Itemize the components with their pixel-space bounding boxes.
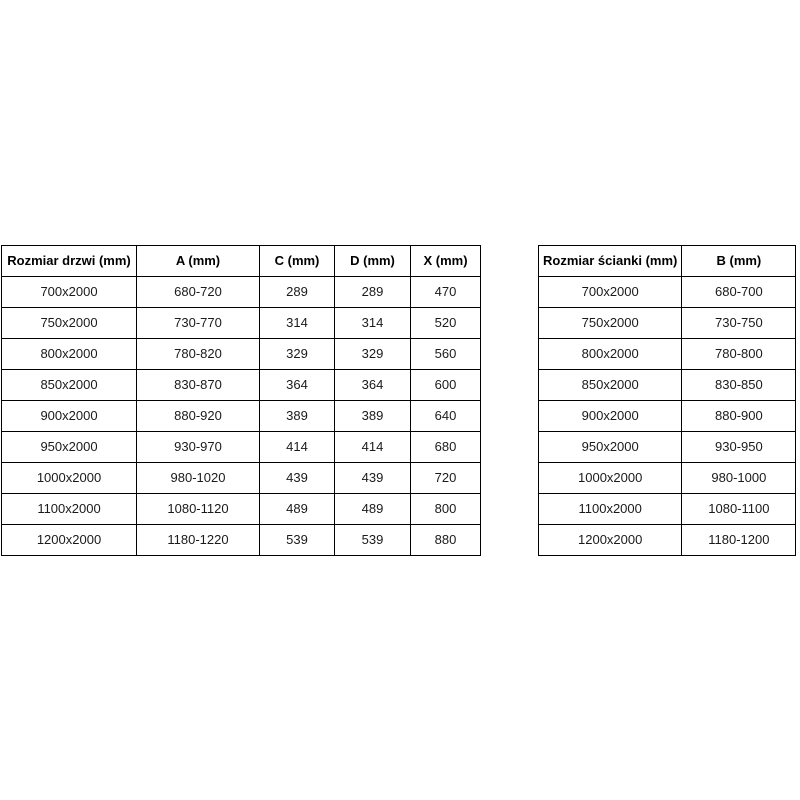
table-cell: 1180-1220 [137,525,260,556]
table-cell: 520 [411,308,481,339]
table-row [2,370,481,401]
table-row [539,494,796,525]
table-row [2,339,481,370]
table-cell: 1000x2000 [2,463,137,494]
table-cell: 329 [260,339,335,370]
header-cell: C (mm) [260,246,335,277]
table-row [2,308,481,339]
table-row [2,494,481,525]
table-cell: 700x2000 [2,277,137,308]
table-cell: 950x2000 [2,432,137,463]
table-cell: 830-850 [682,370,796,401]
table-cell: 930-950 [682,432,796,463]
door-dimensions-table [1,245,481,556]
table-cell: 880 [411,525,481,556]
header-cell: Rozmiar ścianki (mm) [539,246,682,277]
table-cell: 1080-1120 [137,494,260,525]
table-row [2,525,481,556]
table-cell: 830-870 [137,370,260,401]
table-cell: 720 [411,463,481,494]
table-row [539,525,796,556]
table-row [539,277,796,308]
header-row [2,246,481,277]
table-cell: 389 [260,401,335,432]
header-cell: X (mm) [411,246,481,277]
table-cell: 389 [335,401,411,432]
table-cell: 1000x2000 [539,463,682,494]
table-cell: 980-1000 [682,463,796,494]
table-cell: 600 [411,370,481,401]
table-cell: 900x2000 [539,401,682,432]
table-cell: 1100x2000 [539,494,682,525]
table-row [2,463,481,494]
table-cell: 750x2000 [2,308,137,339]
table-cell: 680-720 [137,277,260,308]
table-cell: 1200x2000 [539,525,682,556]
table-cell: 700x2000 [539,277,682,308]
header-cell: D (mm) [335,246,411,277]
table-cell: 930-970 [137,432,260,463]
table-cell: 1180-1200 [682,525,796,556]
table-cell: 439 [260,463,335,494]
table-cell: 364 [335,370,411,401]
table-cell: 329 [335,339,411,370]
table-row [539,432,796,463]
table-cell: 539 [335,525,411,556]
table-cell: 1200x2000 [2,525,137,556]
table-cell: 470 [411,277,481,308]
header-row [539,246,796,277]
table-cell: 640 [411,401,481,432]
header-cell: B (mm) [682,246,796,277]
table-cell: 850x2000 [2,370,137,401]
table-cell: 489 [260,494,335,525]
table-cell: 1100x2000 [2,494,137,525]
table-cell: 800x2000 [539,339,682,370]
table-cell: 900x2000 [2,401,137,432]
table-cell: 489 [335,494,411,525]
table-row [539,339,796,370]
header-cell: A (mm) [137,246,260,277]
table-cell: 680 [411,432,481,463]
table-cell: 730-750 [682,308,796,339]
table-row [539,370,796,401]
table-cell: 414 [335,432,411,463]
table-row [539,401,796,432]
table-cell: 289 [335,277,411,308]
table-cell: 560 [411,339,481,370]
table-cell: 880-920 [137,401,260,432]
table-cell: 314 [335,308,411,339]
table-cell: 880-900 [682,401,796,432]
table-cell: 730-770 [137,308,260,339]
table-cell: 950x2000 [539,432,682,463]
table-cell: 680-700 [682,277,796,308]
header-cell: Rozmiar drzwi (mm) [2,246,137,277]
table-cell: 780-820 [137,339,260,370]
table-cell: 1080-1100 [682,494,796,525]
table-cell: 539 [260,525,335,556]
table-row [539,463,796,494]
table-cell: 780-800 [682,339,796,370]
table-cell: 439 [335,463,411,494]
table-cell: 289 [260,277,335,308]
table-cell: 800 [411,494,481,525]
table-row [2,401,481,432]
table-cell: 750x2000 [539,308,682,339]
table-row [2,432,481,463]
wall-dimensions-table [538,245,796,556]
table-cell: 980-1020 [137,463,260,494]
table-cell: 800x2000 [2,339,137,370]
table-cell: 850x2000 [539,370,682,401]
table-cell: 414 [260,432,335,463]
table-row [539,308,796,339]
table-cell: 314 [260,308,335,339]
table-cell: 364 [260,370,335,401]
table-row [2,277,481,308]
